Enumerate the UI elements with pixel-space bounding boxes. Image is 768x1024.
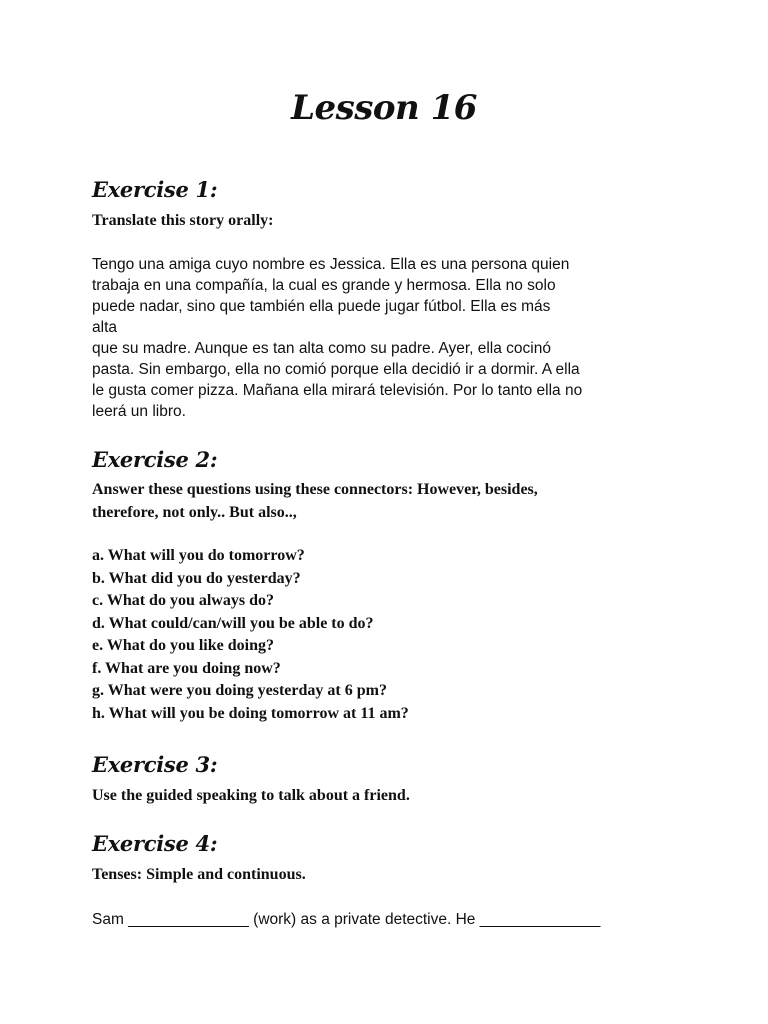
exercise-1-instruction: Translate this story orally: bbox=[92, 212, 274, 229]
story-line: leerá un libro. bbox=[92, 403, 186, 420]
exercise-1-heading: Exercise 1: bbox=[92, 177, 218, 202]
question-item: b. What did you do yesterday? bbox=[92, 569, 301, 587]
exercise-1-story bbox=[92, 254, 582, 422]
exercise-2-instruction bbox=[92, 479, 652, 524]
exercise-2-question-list bbox=[92, 545, 409, 725]
question-item: e. What do you like doing? bbox=[92, 637, 274, 654]
exercise-4-heading: Exercise 4: bbox=[92, 831, 218, 856]
story-line: Tengo una amiga cuyo nombre es Jessica. Ella es una persona quien bbox=[92, 256, 570, 273]
question-item: a. What will you do tomorrow? bbox=[92, 547, 305, 564]
exercise-4-sentence: Sam ______________ (work) as a private detective. He ______________ bbox=[92, 911, 601, 928]
question-item: c. What do you always do? bbox=[92, 592, 274, 609]
story-line: alta bbox=[92, 319, 117, 336]
exercise-2-heading: Exercise 2: bbox=[92, 447, 218, 472]
exercise-4-instruction: Tenses: Simple and continuous. bbox=[92, 866, 306, 883]
story-line: pasta. Sin embargo, ella no comió porque ella decidió ir a dormir. A ella bbox=[92, 361, 580, 378]
story-line: trabaja en una compañía, la cual es grande y hermosa. Ella no solo bbox=[92, 277, 556, 294]
exercise-3-heading: Exercise 3: bbox=[92, 752, 218, 777]
story-line: que su madre. Aunque es tan alta como su padre. Ayer, ella cocinó bbox=[92, 340, 551, 357]
question-item: f. What are you doing now? bbox=[92, 659, 281, 677]
question-item: g. What were you doing yesterday at 6 pm? bbox=[92, 682, 387, 699]
story-line: puede nadar, sino que también ella puede jugar fútbol. Ella es más bbox=[92, 298, 551, 315]
lesson-title: Lesson 16 bbox=[291, 88, 477, 128]
instruction-line: therefore, not only.. But also.., bbox=[92, 503, 297, 521]
question-item: d. What could/can/will you be able to do? bbox=[92, 614, 374, 632]
story-line: le gusta comer pizza. Mañana ella mirará televisión. Por lo tanto ella no bbox=[92, 382, 583, 399]
instruction-line: Answer these questions using these connectors: However, besides, bbox=[92, 481, 538, 498]
question-item: h. What will you be doing tomorrow at 11 am? bbox=[92, 704, 409, 722]
exercise-3-instruction: Use the guided speaking to talk about a friend. bbox=[92, 787, 410, 804]
